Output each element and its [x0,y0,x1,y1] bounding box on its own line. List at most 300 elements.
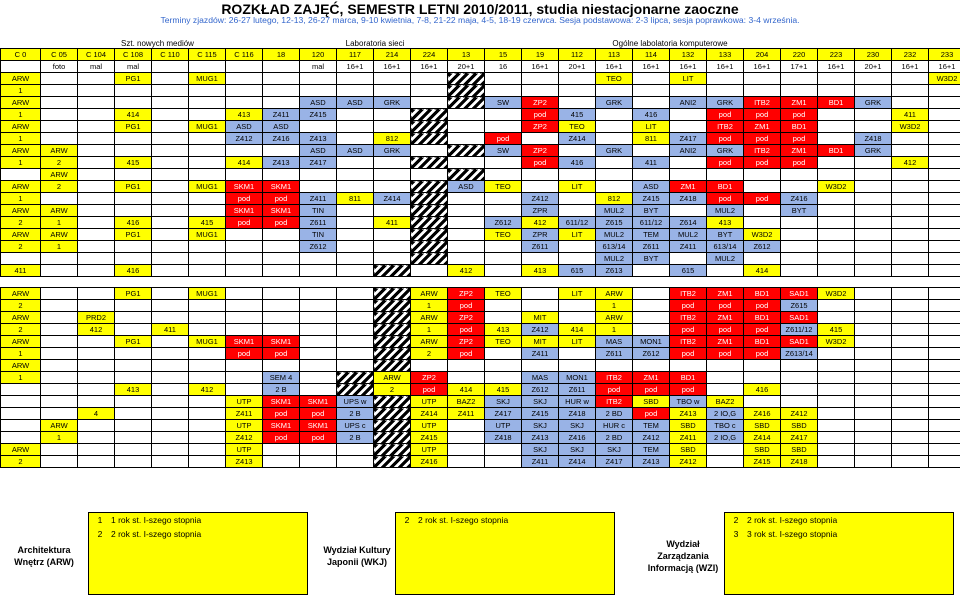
cell [781,73,818,85]
cell: 613/14 [596,241,633,253]
cell [226,229,263,241]
cell [152,229,189,241]
cell: 2 [1,300,41,312]
cell [411,157,448,169]
cell [263,456,300,468]
cell [855,348,892,360]
table-row [1,217,960,229]
cell [929,444,960,456]
cell: BAZ2 [707,396,744,408]
cell [78,384,115,396]
cell: pod [744,348,781,360]
cell [263,265,300,277]
cell [892,360,929,372]
cell [670,253,707,265]
table-row [1,97,960,109]
cell: W3D2 [892,121,929,133]
cell [892,432,929,444]
cell [78,205,115,217]
cell [115,145,152,157]
cell: pod [707,324,744,336]
cell: Z412 [226,133,263,145]
cell: SKJ [559,444,596,456]
cell [448,85,485,97]
cell: mal [300,61,337,73]
table-row [1,456,960,468]
cell [559,300,596,312]
cell: Z612 [633,348,670,360]
cell [300,265,337,277]
cell [41,384,78,396]
cell: Z414 [374,193,411,205]
cell [818,85,855,97]
cell: 2 B [263,384,300,396]
cell: 1 [41,241,78,253]
cell: Z413 [300,133,337,145]
cell [892,372,929,384]
cell [115,408,152,420]
cell [818,396,855,408]
cell [744,372,781,384]
cell [226,324,263,336]
cell [152,157,189,169]
cell: Z412 [226,432,263,444]
cell: ZM1 [707,312,744,324]
cell [189,456,226,468]
legend-wkj [395,512,615,595]
table-row [1,157,960,169]
cell: ZM1 [781,145,818,157]
cell [152,181,189,193]
cell [78,169,115,181]
table-row [1,288,960,300]
legend-text: 2 rok st. I-szego stopnia [418,515,509,525]
cell [892,73,929,85]
cell [818,420,855,432]
cell: SKM1 [263,420,300,432]
cell [818,133,855,145]
legend-item [725,513,953,527]
cell: C 05 [41,49,78,61]
cell [189,133,226,145]
cell [226,300,263,312]
cell: mal [115,61,152,73]
cell: Z613/14 [781,348,818,360]
cell: PG1 [115,229,152,241]
cell: TEO [485,181,522,193]
cell [263,85,300,97]
cell [892,324,929,336]
table-row [1,133,960,145]
cell: ZM1 [633,372,670,384]
cell [781,372,818,384]
cell [300,121,337,133]
cell: Z611/12 [781,324,818,336]
cell: Z418 [670,193,707,205]
cell [152,372,189,384]
cell: 811 [337,193,374,205]
cell [929,109,960,121]
cell: Z412 [781,408,818,420]
cell [152,444,189,456]
cell: SKM1 [263,181,300,193]
cell: Z612 [300,241,337,253]
cell: 615 [670,265,707,277]
cell [929,456,960,468]
cell: ASD [226,121,263,133]
cell: ARW [411,312,448,324]
cell [929,205,960,217]
cell [559,145,596,157]
cell [41,444,78,456]
cell [152,253,189,265]
cell: BD1 [707,181,744,193]
cell [263,73,300,85]
cell [115,253,152,265]
cell [892,241,929,253]
cell [485,121,522,133]
cell [670,157,707,169]
cell [78,288,115,300]
cell: ARW [1,205,41,217]
cell: pod [707,133,744,145]
cell: PG1 [115,288,152,300]
cell [374,181,411,193]
header-siec: Laboratoria sieci [345,39,405,48]
cell [300,312,337,324]
cell: Z413 [226,456,263,468]
cell [818,205,855,217]
cell [337,265,374,277]
cell: pod [596,384,633,396]
cell [929,157,960,169]
cell: ANI2 [670,97,707,109]
cell [522,73,559,85]
table-row [1,169,960,181]
cell [152,109,189,121]
cell: Z413 [522,432,559,444]
cell [892,193,929,205]
cell [1,253,41,265]
table-row [1,384,960,396]
cell [411,265,448,277]
cell: SKJ [522,396,559,408]
cell [559,241,596,253]
cell: SKM1 [226,181,263,193]
cell [707,169,744,181]
cell [263,360,300,372]
cell: pod [226,193,263,205]
cell [633,73,670,85]
cell: 1 [411,324,448,336]
cell: 224 [411,49,448,61]
legend-text: 1 rok st. I-szego stopnia [111,515,202,525]
cell [300,348,337,360]
cell [78,157,115,169]
cell: BD1 [744,288,781,300]
cell [300,372,337,384]
cell: pod [670,384,707,396]
cell: 2 [41,181,78,193]
cell: SEM 4 [263,372,300,384]
cell [855,288,892,300]
cell [818,444,855,456]
cell [263,312,300,324]
cell [929,265,960,277]
cell: TEO [596,73,633,85]
cell [115,456,152,468]
cell [633,97,670,109]
cell [892,229,929,241]
cell [226,169,263,181]
cell: 415 [115,157,152,169]
cell [892,205,929,217]
cell [337,253,374,265]
cell: ZP2 [522,121,559,133]
cell [818,121,855,133]
cell [374,336,411,348]
cell [559,73,596,85]
cell [300,181,337,193]
cell [892,169,929,181]
cell [855,253,892,265]
cell [374,312,411,324]
cell: PG1 [115,336,152,348]
legend-key: 2 [97,529,103,539]
cell [929,432,960,444]
cell [559,193,596,205]
cell: 16+1 [818,61,855,73]
cell: pod [300,432,337,444]
cell: Z412 [522,193,559,205]
cell: Z611 [633,241,670,253]
cell [78,253,115,265]
cell [189,109,226,121]
cell [152,300,189,312]
cell [115,432,152,444]
cell [818,229,855,241]
cell: 16+1 [929,61,960,73]
cell [337,336,374,348]
cell: pod [263,348,300,360]
cell: MUL2 [596,253,633,265]
cell: ZM1 [744,121,781,133]
table-row [1,360,960,372]
cell [263,241,300,253]
cell [596,181,633,193]
cell [448,121,485,133]
cell [522,181,559,193]
cell: TEO [559,121,596,133]
cell: Z612 [522,384,559,396]
cell: ZP2 [448,288,485,300]
cell: Z411 [300,193,337,205]
cell [226,288,263,300]
cell: Z417 [300,157,337,169]
cell [411,145,448,157]
cell [152,241,189,253]
cell [485,360,522,372]
cell: Z417 [781,432,818,444]
cell [41,456,78,468]
cell: ARW [411,336,448,348]
cell [226,265,263,277]
cell: UTP [411,420,448,432]
cell [929,396,960,408]
cell: 2 [1,324,41,336]
cell [448,229,485,241]
cell: 16+1 [411,61,448,73]
cell [374,169,411,181]
cell [929,169,960,181]
cell: ZP2 [522,145,559,157]
cell [78,241,115,253]
cell [485,312,522,324]
cell [855,205,892,217]
cell [855,109,892,121]
cell [189,420,226,432]
cell: Z611 [596,348,633,360]
cell: TEM [633,420,670,432]
cell: Z416 [744,408,781,420]
cell [818,241,855,253]
cell [189,300,226,312]
cell [300,253,337,265]
cell: 2 BD [596,432,633,444]
cell [855,217,892,229]
cell [115,396,152,408]
cell: ITB2 [670,336,707,348]
cell [855,181,892,193]
cell: 1 [1,372,41,384]
cell [596,157,633,169]
cell [929,420,960,432]
cell: C 110 [152,49,189,61]
cell: 613/14 [707,241,744,253]
cell: 117 [337,49,374,61]
cell: Z414 [744,432,781,444]
cell: 2 [1,456,41,468]
cell [189,360,226,372]
cell [448,456,485,468]
cell: Z413 [670,408,707,420]
cell: 416 [633,109,670,121]
cell [670,360,707,372]
cell [115,193,152,205]
cell [41,372,78,384]
cell [892,456,929,468]
cell: SKJ [522,444,559,456]
table-row [1,420,960,432]
cell [226,85,263,97]
cell: 2 [374,384,411,396]
cell: W3D2 [818,288,855,300]
cell: MUL2 [596,229,633,241]
cell: 1 [41,432,78,444]
cell: 413 [485,324,522,336]
cell [707,372,744,384]
cell: pod [707,157,744,169]
cell [892,312,929,324]
cell: ZPR [522,229,559,241]
cell [781,265,818,277]
cell [596,121,633,133]
cell [633,324,670,336]
cell: MIT [522,312,559,324]
cell: SKM1 [300,420,337,432]
cell [559,169,596,181]
cell: Z611 [559,384,596,396]
gap-cell [1,277,960,288]
cell [818,300,855,312]
cell [78,193,115,205]
cell: pod [744,300,781,312]
cell [115,85,152,97]
cell: MIT [522,336,559,348]
cell [337,324,374,336]
cell [929,85,960,97]
cell: 1 [1,85,41,97]
cell: ARW [41,145,78,157]
cell: ASD [300,97,337,109]
cell: C 0 [1,49,41,61]
cell [929,372,960,384]
cell: Z414 [411,408,448,420]
cell: MUG1 [189,288,226,300]
cell: ITB2 [670,312,707,324]
cell: BD1 [781,121,818,133]
cell: Z416 [559,432,596,444]
cell [78,217,115,229]
cell: 1 [596,324,633,336]
cell [115,420,152,432]
table-row [1,265,960,277]
cell: ANI2 [670,145,707,157]
cell: 412 [448,265,485,277]
cell: mal [78,61,115,73]
cell: 16+1 [892,61,929,73]
cell: pod [707,109,744,121]
cell [929,253,960,265]
cell [781,241,818,253]
cell: HUR c [596,420,633,432]
cell [152,336,189,348]
cell: Z412 [670,456,707,468]
cell [744,169,781,181]
table-row [1,145,960,157]
cell [855,396,892,408]
cell: 230 [855,49,892,61]
cell: pod [707,300,744,312]
cell [152,360,189,372]
cell [411,169,448,181]
cell [448,73,485,85]
cell [41,336,78,348]
cell: Z411 [670,241,707,253]
cell: 113 [596,49,633,61]
cell: pod [263,408,300,420]
cell: ARW [1,229,41,241]
cell: ARW [41,205,78,217]
cell: pod [300,408,337,420]
cell: ZPR [522,205,559,217]
cell: UTP [226,444,263,456]
cell: pod [448,324,485,336]
cell [411,181,448,193]
cell [411,205,448,217]
cell [300,336,337,348]
legend-key: 3 [733,529,739,539]
